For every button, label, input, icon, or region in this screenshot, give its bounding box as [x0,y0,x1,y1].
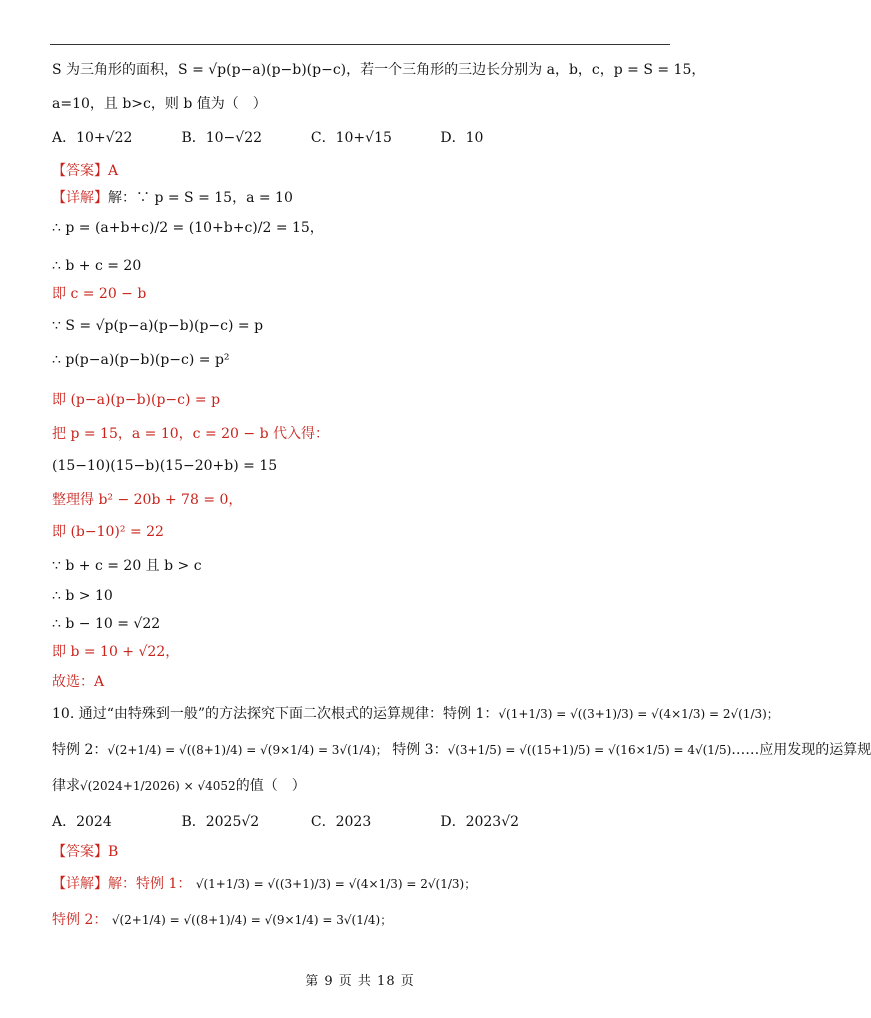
q10-answer: 【答案】B [52,844,119,860]
q10-example-3: √(3+1/5) = √((15+1)/5) = √(16×1/5) = 4√(1/5) [447,743,732,757]
q9-step-2: ∴ b + c = 20 [52,258,142,274]
q10-detail-line-2 [52,912,672,929]
q9-answer: 【答案】A [52,163,119,179]
q10-example-1: √(1+1/3) = √((3+1)/3) = √(4×1/3) = 2√(1/3)； [498,707,779,721]
q9-option-b[interactable]: B．10−√22 [181,130,263,146]
q9-step-7: 把 p = 15，a = 10，c = 20 − b 代入得： [52,426,329,442]
q9-step-3: 即 c = 20 − b [52,286,147,302]
q10-example-3-label: 特例 3： [392,742,448,758]
q10-detail-example-1: √(1+1/3) = √((3+1)/3) = √(4×1/3) = 2√(1/3)； [195,877,477,891]
q9-detail-label: 【详解】 [52,190,108,206]
q9-step-11: ∵ b + c = 20 且 b > c [52,558,202,574]
q10-detail-example-2: √(2+1/4) = √((8+1)/4) = √(9×1/4) = 3√(1/4)； [111,913,393,927]
q10-detail-line-1 [52,876,672,893]
q9-step-6: 即 (p−a)(p−b)(p−c) = p [52,392,221,408]
q10-example-2: √(2+1/4) = √((8+1)/4) = √(9×1/4) = 3√(1/4)； [107,743,388,757]
q10-stem-text-4c: 的值（ ） [235,778,306,794]
q10-detail-label: 【详解】 [52,876,108,892]
q9-step-9: 整理得 b² − 20b + 78 = 0， [52,492,243,508]
q9-option-a[interactable]: A．10+√22 [52,130,133,146]
q10-option-b[interactable]: B．2025√2 [181,814,260,830]
q9-stem-line-1: S 为三角形的面积，S = √p(p−a)(p−b)(p−c)，若一个三角形的三边长分别为 a，b，c，p = S = 15， [52,62,706,78]
q10-option-a[interactable]: A．2024 [52,814,112,830]
q10-options [52,814,672,831]
q10-option-d[interactable]: D．2023√2 [440,814,520,830]
q10-detail-example-2-label: 特例 2： [52,912,108,928]
q9-options [52,130,672,147]
q10-detail-intro: 解：特例 1： [108,876,192,892]
q9-step-4: ∵ S = √p(p−a)(p−b)(p−c) = p [52,318,264,334]
q9-option-c[interactable]: C．10+√15 [310,130,392,146]
q9-option-d[interactable]: D．10 [440,130,484,146]
q9-step-1: ∴ p = (a+b+c)/2 = (10+b+c)/2 = 15， [52,220,324,236]
q9-conclusion: 故选：A [52,674,105,690]
q10-stem-line-3 [52,778,672,795]
q10-stem-text-3: ……应用发现的运算规 [731,742,871,758]
q10-stem-text-4a: 律求 [52,778,80,794]
q9-step-8: (15−10)(15−b)(15−20+b) = 15 [52,458,278,474]
q9-step-13: ∴ b − 10 = √22 [52,616,161,632]
q9-stem-line-2: a=10，且 b>c，则 b 值为（ ） [52,96,267,112]
q10-option-c[interactable]: C．2023 [310,814,372,830]
header-rule [50,44,670,45]
q10-stem-line-1 [52,706,779,723]
q9-step-10: 即 (b−10)² = 22 [52,524,164,540]
q9-detail-intro [52,190,672,207]
q10-stem-line-2 [52,742,871,759]
q10-expression: √(2024+1/2026) × √4052 [80,779,236,793]
page-footer: 第 9 页 共 18 页 [305,974,415,989]
q9-step-5: ∴ p(p−a)(p−b)(p−c) = p² [52,352,230,368]
q10-stem-text-2: 特例 2： [52,742,108,758]
q9-detail-intro-text: 解：∵ p = S = 15，a = 10 [108,190,293,206]
q9-step-14: 即 b = 10 + √22， [52,644,180,660]
q10-stem-text-1: 10. 通过“由特殊到一般”的方法探究下面二次根式的运算规律：特例 1： [52,706,499,722]
q9-step-12: ∴ b > 10 [52,588,113,604]
